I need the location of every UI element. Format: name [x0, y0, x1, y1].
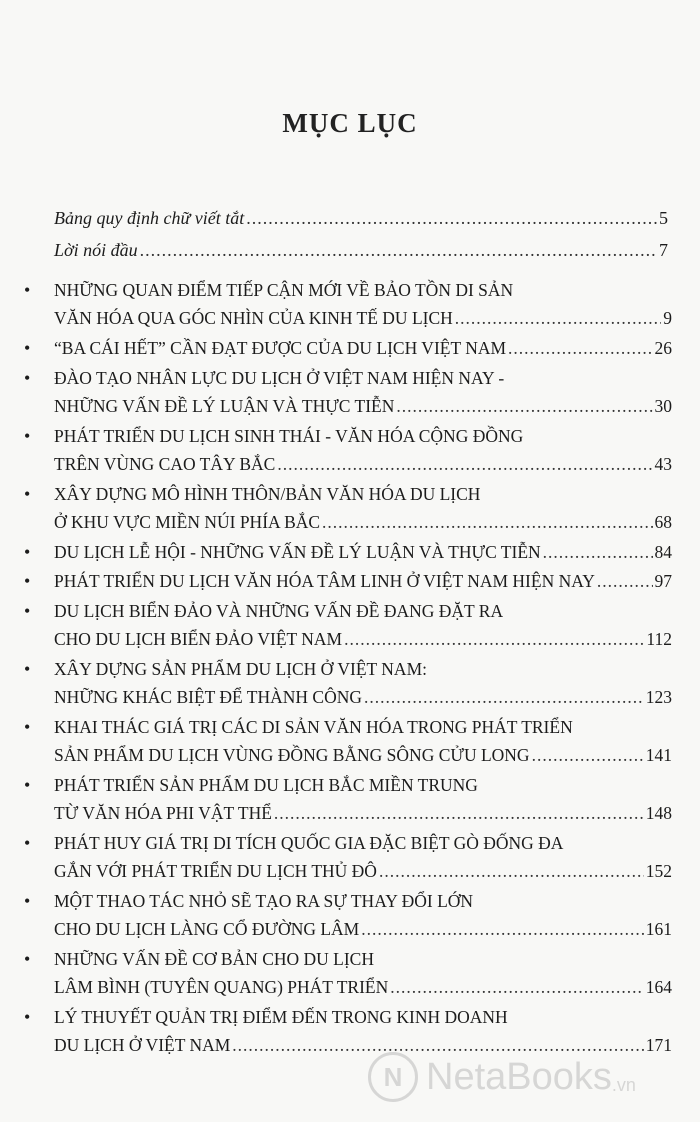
- toc-entry-title-line: PHÁT TRIỂN DU LỊCH VĂN HÓA TÂM LINH Ở VIỆT NAM HIỆN NAY: [54, 571, 595, 591]
- dot-leader: [455, 304, 661, 332]
- toc-entry-title-line: NHỮNG QUAN ĐIỂM TIẾP CẬN MỚI VỀ BẢO TỒN DI SẢN: [54, 280, 514, 300]
- bullet-icon: •: [24, 541, 31, 562]
- watermark-suffix: .vn: [611, 1075, 636, 1095]
- toc-entry-title-line: XÂY DỰNG MÔ HÌNH THÔN/BẢN VĂN HÓA DU LỊCH: [54, 483, 481, 504]
- toc-entry: [20, 480, 672, 538]
- page-number: 97: [654, 571, 672, 591]
- toc-entry-title-line: TỪ VĂN HÓA PHI VẬT THỂ: [54, 802, 272, 823]
- toc-entry-title-line: DU LỊCH LỄ HỘI - NHỮNG VẤN ĐỀ LÝ LUẬN VÀ THỰC TIỄN: [54, 541, 541, 562]
- page-number: 30: [654, 395, 672, 416]
- toc-entry-title-line: TRÊN VÙNG CAO TÂY BẮC: [54, 453, 276, 474]
- page-number: 152: [645, 860, 672, 881]
- toc-entry: [20, 597, 672, 655]
- page-number: 9: [663, 308, 672, 328]
- bullet-icon: •: [24, 338, 31, 358]
- toc-entry-title-line: VĂN HÓA QUA GÓC NHÌN CỦA KINH TẾ DU LỊCH: [54, 308, 453, 328]
- bullet-icon: •: [24, 367, 31, 388]
- toc-entry-title-line: “BA CÁI HẾT” CẦN ĐẠT ĐƯỢC CỦA DU LỊCH VIỆT NAM: [54, 338, 507, 358]
- toc-entry-last-line: [54, 915, 672, 943]
- toc-entry-title-line: DU LỊCH BIỂN ĐẢO VÀ NHỮNG VẤN ĐỀ ĐANG ĐẶT RA: [54, 600, 504, 621]
- toc-entry: [20, 771, 672, 829]
- dot-leader: [379, 857, 644, 885]
- toc-entry: [20, 945, 672, 1003]
- bullet-icon: •: [24, 716, 31, 737]
- bullet-icon: •: [24, 280, 31, 300]
- toc-entry-title-line: CHO DU LỊCH BIỂN ĐẢO VIỆT NAM: [54, 628, 343, 649]
- toc-entry-last-line: [54, 683, 672, 711]
- page-title: MỤC LỤC: [282, 108, 418, 138]
- dot-leader: [344, 625, 644, 653]
- dot-leader: [390, 973, 643, 1001]
- toc-entry-title-line: PHÁT TRIỂN SẢN PHẨM DU LỊCH BẮC MIỀN TRUNG: [54, 774, 478, 795]
- page-number: 7: [659, 240, 668, 260]
- toc-entry-last-line: [54, 857, 672, 885]
- toc-entry-title-line: SẢN PHẨM DU LỊCH VÙNG ĐỒNG BẰNG SÔNG CỬU LONG: [54, 744, 530, 765]
- dot-leader: [396, 392, 652, 420]
- watermark-logo-icon: N: [368, 1052, 418, 1102]
- bullet-icon: •: [24, 832, 31, 853]
- bullet-icon: •: [24, 890, 31, 911]
- toc-entry-last-line: [54, 538, 672, 566]
- page-number: 43: [654, 453, 672, 474]
- page-number: 68: [654, 511, 672, 532]
- toc-entry: [20, 655, 672, 713]
- toc-entry-last-line: [54, 304, 672, 332]
- page-number: 141: [645, 744, 672, 765]
- dot-leader: [532, 741, 644, 769]
- dot-leader: [246, 202, 657, 234]
- toc-entry-title-line: ĐÀO TẠO NHÂN LỰC DU LỊCH Ở VIỆT NAM HIỆN NAY -: [54, 367, 505, 388]
- intro-item: [54, 202, 668, 234]
- toc-entry-title-line: NHỮNG VẤN ĐỀ CƠ BẢN CHO DU LỊCH: [54, 948, 374, 969]
- toc-entry-last-line: [54, 508, 672, 536]
- page-number: 123: [645, 686, 672, 707]
- toc-entry-title-line: MỘT THAO TÁC NHỎ SẼ TẠO RA SỰ THAY ĐỔI LỚN: [54, 890, 474, 911]
- toc-entry-last-line: [54, 799, 672, 827]
- dot-leader: [140, 234, 657, 266]
- dot-leader: [277, 450, 652, 478]
- bullet-icon: •: [24, 774, 31, 795]
- page-number: 171: [645, 1034, 672, 1055]
- bullet-icon: •: [24, 1006, 31, 1027]
- page-number: 5: [659, 208, 668, 228]
- intro-list: [54, 202, 668, 266]
- toc-entry: [20, 364, 672, 422]
- toc-entry-last-line: [54, 741, 672, 769]
- dot-leader: [322, 508, 652, 536]
- bullet-icon: •: [24, 483, 31, 504]
- toc-entry: [20, 276, 672, 334]
- intro-item: [54, 234, 668, 266]
- bullet-icon: •: [24, 425, 31, 446]
- toc-entry: [20, 422, 672, 480]
- toc-entry-title-line: CHO DU LỊCH LÀNG CỔ ĐƯỜNG LÂM: [54, 918, 360, 939]
- toc-entry-last-line: [54, 973, 672, 1001]
- page-number: 84: [654, 541, 672, 562]
- watermark: [368, 1052, 636, 1102]
- intro-item-label: Bảng quy định chữ viết tắt: [54, 208, 245, 228]
- toc-entry: [20, 887, 672, 945]
- intro-item-label: Lời nói đầu: [54, 240, 138, 260]
- watermark-text: NetaBooks: [426, 1055, 612, 1098]
- toc-entry-title-line: GẮN VỚI PHÁT TRIỂN DU LỊCH THỦ ĐÔ: [54, 860, 377, 881]
- toc-entry-title-line: PHÁT HUY GIÁ TRỊ DI TÍCH QUỐC GIA ĐẶC BIỆT GÒ ĐỐNG ĐA: [54, 832, 564, 853]
- toc-entry-last-line: [54, 567, 672, 595]
- toc-entry: [20, 829, 672, 887]
- toc-entry-title-line: NHỮNG KHÁC BIỆT ĐỂ THÀNH CÔNG: [54, 686, 362, 707]
- dot-leader: [364, 683, 644, 711]
- toc-entry-title-line: Ở KHU VỰC MIỀN NÚI PHÍA BẮC: [54, 511, 321, 532]
- toc-entry-title-line: PHÁT TRIỂN DU LỊCH SINH THÁI - VĂN HÓA CỘNG ĐỒNG: [54, 425, 524, 446]
- page-number: 161: [645, 918, 672, 939]
- toc-entry-last-line: [54, 450, 672, 478]
- toc-entry-title-line: XÂY DỰNG SẢN PHẨM DU LỊCH Ở VIỆT NAM:: [54, 658, 427, 679]
- bullet-icon: •: [24, 571, 31, 591]
- bullet-icon: •: [24, 948, 31, 969]
- page-number: 112: [646, 628, 672, 649]
- page-number: 26: [654, 338, 672, 358]
- dot-leader: [274, 799, 644, 827]
- bullet-icon: •: [24, 600, 31, 621]
- toc-entry-last-line: [54, 625, 672, 653]
- toc-entry-title-line: NHỮNG VẤN ĐỀ LÝ LUẬN VÀ THỰC TIỄN: [54, 395, 395, 416]
- page-number: 148: [645, 802, 672, 823]
- toc-entry: [20, 334, 672, 364]
- toc-entry-last-line: [54, 334, 672, 362]
- toc-entry: [20, 538, 672, 568]
- toc-entry-title-line: DU LỊCH Ở VIỆT NAM: [54, 1034, 231, 1055]
- dot-leader: [597, 567, 653, 595]
- toc-entry-last-line: [54, 392, 672, 420]
- toc-entry: [20, 713, 672, 771]
- page-number: 164: [645, 976, 672, 997]
- dot-leader: [361, 915, 644, 943]
- dot-leader: [543, 538, 653, 566]
- toc-entries: [20, 276, 672, 1061]
- toc-entry-title-line: LÂM BÌNH (TUYÊN QUANG) PHÁT TRIỂN: [54, 976, 389, 997]
- toc-entry: [20, 567, 672, 597]
- bullet-icon: •: [24, 658, 31, 679]
- toc-entry-title-line: KHAI THÁC GIÁ TRỊ CÁC DI SẢN VĂN HÓA TRONG PHÁT TRIỂN: [54, 716, 573, 737]
- toc-entry-title-line: LÝ THUYẾT QUẢN TRỊ ĐIỂM ĐẾN TRONG KINH DOANH: [54, 1006, 508, 1027]
- dot-leader: [508, 334, 652, 362]
